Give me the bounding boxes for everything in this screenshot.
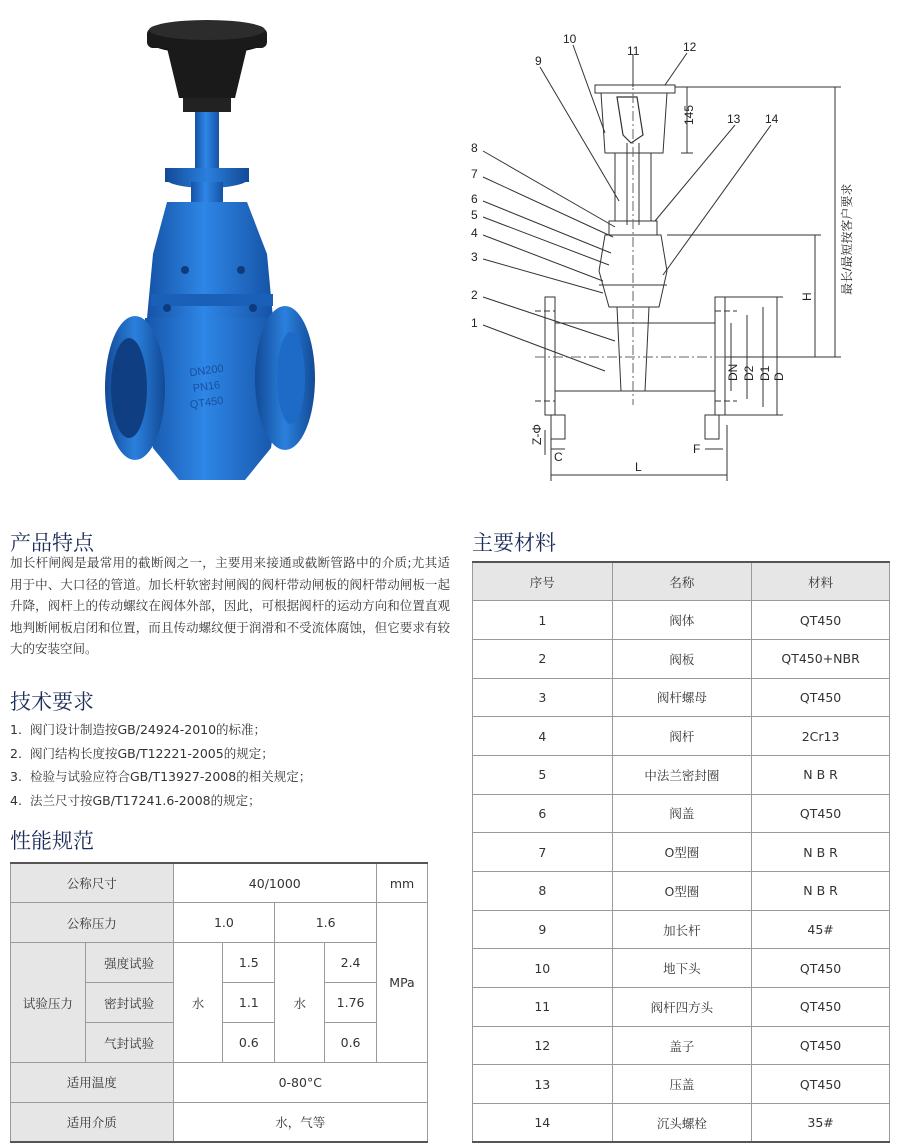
row-index: 9: [473, 910, 613, 949]
media-label: 适用介质: [11, 1102, 174, 1142]
pn1-seal: 1.1: [223, 983, 275, 1023]
row-part-name: 盖子: [612, 1026, 752, 1065]
medium-pn1: 水: [173, 943, 223, 1063]
valve-photo: [95, 18, 325, 498]
row-index: 10: [473, 949, 613, 988]
row-part-name: O型圈: [612, 872, 752, 911]
row-part-name: 阀体: [612, 601, 752, 640]
row-index: 5: [473, 755, 613, 794]
table-row: [473, 1104, 890, 1143]
nominal-size-value: 40/1000: [173, 863, 377, 903]
callout-12: 12: [683, 40, 697, 54]
air-test-label: 气封试验: [85, 1023, 173, 1063]
svg-text:DN200: DN200: [188, 362, 225, 380]
unit-mpa: MPa: [377, 903, 428, 1063]
callout-11: 11: [627, 44, 640, 58]
row-index: 13: [473, 1065, 613, 1104]
row-material: N B R: [752, 833, 890, 872]
requirement-item: 1. 阀门设计制造按GB/24924-2010的标准；: [10, 722, 267, 737]
row-material: QT450: [752, 949, 890, 988]
callout-10: 10: [563, 32, 577, 46]
dim-L: L: [635, 460, 642, 474]
table-row: [473, 678, 890, 717]
table-row: [473, 1026, 890, 1065]
requirement-item: 3. 检验与试验应符合GB/T13927-2008的相关规定；: [10, 769, 312, 784]
requirements-title: 技术要求: [10, 690, 94, 714]
nominal-size-label: 公称尺寸: [11, 863, 174, 903]
materials-body: [473, 601, 890, 1143]
row-material: N B R: [752, 872, 890, 911]
strength-test-label: 强度试验: [85, 943, 173, 983]
row-index: 3: [473, 678, 613, 717]
temp-label: 适用温度: [11, 1063, 174, 1103]
table-row: [473, 949, 890, 988]
requirement-item: 4. 法兰尺寸按GB/T17241.6-2008的规定；: [10, 792, 261, 808]
row-index: 8: [473, 872, 613, 911]
col-header-index: 序号: [473, 562, 613, 601]
spec-table: [10, 862, 428, 1143]
row-part-name: O型圈: [612, 833, 752, 872]
row-index: 14: [473, 1104, 613, 1143]
requirements-list: [10, 718, 450, 812]
spec-title: 性能规范: [10, 829, 94, 853]
row-material: QT450: [752, 988, 890, 1027]
row-material: 45#: [752, 910, 890, 949]
row-material: QT450: [752, 601, 890, 640]
row-material: 2Cr13: [752, 717, 890, 756]
nominal-pressure-label: 公称压力: [11, 903, 174, 943]
row-part-name: 沉头螺栓: [612, 1104, 752, 1143]
test-pressure-label: 试验压力: [11, 943, 86, 1063]
dim-145: 145: [682, 104, 696, 125]
row-index: 2: [473, 639, 613, 678]
pn2-strength: 2.4: [325, 943, 377, 983]
row-part-name: 阀板: [612, 639, 752, 678]
row-material: QT450: [752, 1065, 890, 1104]
table-row: [473, 1065, 890, 1104]
table-row: [473, 717, 890, 756]
dim-C: C: [554, 450, 563, 464]
callout-9: 9: [535, 54, 542, 68]
table-row: [473, 988, 890, 1027]
svg-text:PN16: PN16: [192, 379, 222, 395]
callout-7: 7: [471, 167, 478, 181]
dim-F: F: [693, 442, 701, 456]
table-row: [473, 755, 890, 794]
row-index: 11: [473, 988, 613, 1027]
requirement-item: 2. 阀门结构长度按GB/T12221-2005的规定；: [10, 745, 274, 761]
medium-pn2: 水: [275, 943, 325, 1063]
dim-H: H: [800, 292, 814, 301]
dim-D: D: [772, 372, 786, 381]
row-part-name: 阀杆四方头: [612, 988, 752, 1027]
unit-mm: mm: [377, 863, 428, 903]
table-row: [473, 833, 890, 872]
row-material: 35#: [752, 1104, 890, 1143]
callout-13: 13: [727, 112, 741, 126]
col-header-name: 名称: [612, 562, 752, 601]
temp-value: 0-80°C: [173, 1063, 427, 1103]
row-part-name: 加长杆: [612, 910, 752, 949]
dim-D2: D2: [742, 365, 756, 381]
pn2-seal: 1.76: [325, 983, 377, 1023]
svg-text:QT450: QT450: [189, 394, 225, 412]
row-index: 4: [473, 717, 613, 756]
dim-DN: DN: [726, 363, 740, 381]
pn2-air: 0.6: [325, 1023, 377, 1063]
dim-zphi: Z-Φ: [530, 424, 544, 445]
row-part-name: 阀盖: [612, 794, 752, 833]
valve-section-drawing: [455, 25, 895, 515]
callout-3: 3: [471, 250, 478, 264]
media-value: 水，气等: [173, 1102, 427, 1142]
row-index: 7: [473, 833, 613, 872]
callout-2: 2: [471, 288, 478, 302]
table-row: [473, 910, 890, 949]
row-part-name: 阀杆螺母: [612, 678, 752, 717]
row-material: QT450: [752, 794, 890, 833]
pn1: 1.0: [173, 903, 275, 943]
dim-D1: D1: [758, 365, 772, 381]
pn2: 1.6: [275, 903, 377, 943]
pn1-air: 0.6: [223, 1023, 275, 1063]
row-part-name: 阀杆: [612, 717, 752, 756]
callout-5: 5: [471, 208, 478, 222]
row-part-name: 压盖: [612, 1065, 752, 1104]
seal-test-label: 密封试验: [85, 983, 173, 1023]
features-title: 产品特点: [10, 531, 94, 555]
row-part-name: 地下头: [612, 949, 752, 988]
row-material: QT450+NBR: [752, 639, 890, 678]
row-part-name: 中法兰密封圈: [612, 755, 752, 794]
row-index: 6: [473, 794, 613, 833]
row-material: QT450: [752, 1026, 890, 1065]
features-text: 加长杆闸阀是最常用的截断阀之一，主要用来接通或截断管路中的介质;尤其适用于中、大口径的管道。加长杆软密封闸阀的阀杆带动闸板的阀杆带动闸板一起升降，阀杆上的传动螺纹在阀体外部，因此，可根据阀杆的运动方向和位置直观地判断闸板启闭和位置，而且传动螺纹便于润滑和不受流体腐蚀，但它要求有较大的安装空间。: [10, 555, 450, 656]
table-row: [473, 872, 890, 911]
pn1-strength: 1.5: [223, 943, 275, 983]
callout-8: 8: [471, 141, 478, 155]
callout-6: 6: [471, 192, 478, 206]
table-row: [473, 639, 890, 678]
dim-vertical-note: 最长/最短按客户要求: [840, 183, 854, 295]
col-header-material: 材料: [752, 562, 890, 601]
row-material: QT450: [752, 678, 890, 717]
materials-table: [472, 561, 890, 1143]
row-index: 12: [473, 1026, 613, 1065]
callout-1: 1: [471, 316, 478, 330]
table-row: [473, 794, 890, 833]
callout-4: 4: [471, 226, 478, 240]
row-index: 1: [473, 601, 613, 640]
callout-14: 14: [765, 112, 779, 126]
row-material: N B R: [752, 755, 890, 794]
table-row: [473, 601, 890, 640]
materials-title: 主要材料: [472, 531, 556, 555]
